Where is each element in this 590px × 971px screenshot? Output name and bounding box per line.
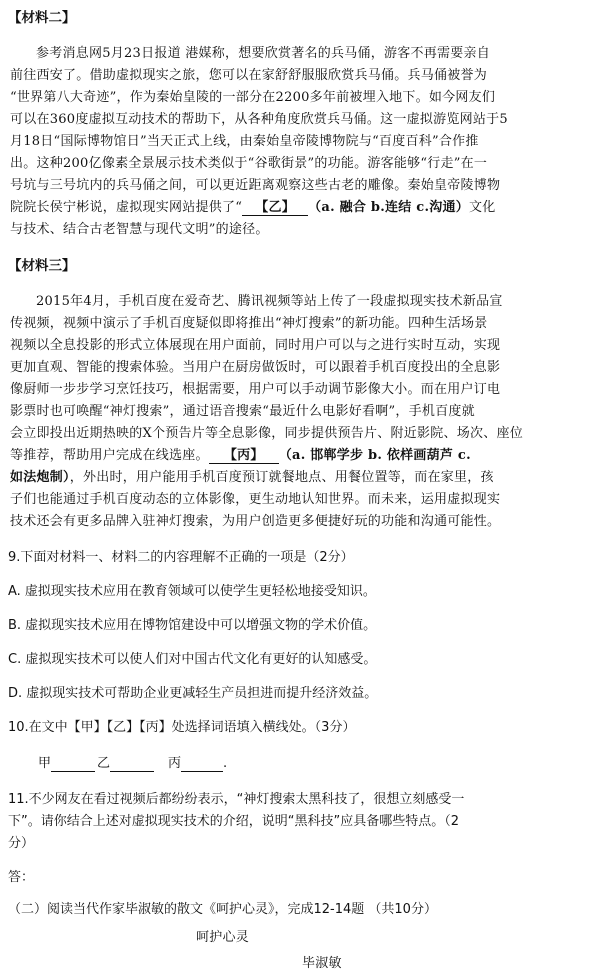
paragraph-line xyxy=(10,196,496,216)
paragraph-line: 出。这种200亿像素全景展示技术类似于“谷歌街景”的功能。游客能够“行走”在一 xyxy=(10,156,488,171)
paragraph-line: 月18日“国际博物馆日”当天正式上线，由秦始皇帝陵博物院与“百度百科”合作推 xyxy=(10,134,479,149)
label-yi: 乙 xyxy=(97,756,111,771)
question-9-option-b: B. 虚拟现实技术应用在博物馆建设中可以增强文物的学术价值。 xyxy=(8,618,377,633)
question-10-answer-blanks xyxy=(38,752,227,772)
blank-yi-line[interactable] xyxy=(110,757,154,772)
paragraph-line xyxy=(10,466,494,485)
paragraph-line: 影票时也可唤醒“神灯搜索”，通过语音搜索“最近什么电影好看啊”，手机百度就 xyxy=(10,404,475,419)
paragraph-line: 子们也能通过手机百度动态的立体影像，更生动地认知世界。而未来，运用虚拟现实 xyxy=(10,492,501,507)
choice-options: （a. 邯郸学步 b. 依样画葫芦 c. xyxy=(278,448,471,463)
paragraph-line xyxy=(10,444,471,464)
paragraph-line: 前往西安了。借助虚拟现实之旅，您可以在家舒舒服服欣赏兵马俑。兵马俑被誉为 xyxy=(10,68,488,83)
question-9-option-d: D. 虚拟现实技术可帮助企业更减轻生产员担进而提升经济效益。 xyxy=(8,686,378,701)
paragraph-line: 会立即投出近期热映的X个预告片等全息影像，同步提供预告片、附近影院、场次、座位 xyxy=(10,426,524,441)
question-9-option-c: C. 虚拟现实技术可以使人们对中国古代文化有更好的认知感受。 xyxy=(8,652,377,667)
line-text: 文化 xyxy=(469,200,496,215)
essay-author: 毕淑敏 xyxy=(302,956,342,971)
period: . xyxy=(223,756,228,771)
line-text: ，外出时，用户能用手机百度预订就餐地点、用餐位置等，而在家里，孩 xyxy=(69,470,494,485)
answer-label: 答： xyxy=(8,870,35,885)
choice-options: 如法炮制） xyxy=(10,470,70,485)
blank-bing: 【丙】 xyxy=(209,449,279,464)
paragraph-line: 像厨师一步步学习烹饪技巧，根据需要，用户可以手动调节影像大小。而在用户订电 xyxy=(10,382,501,397)
line-text: 院院长侯宁彬说，虚拟现实网站提供了“ xyxy=(10,200,243,215)
paragraph-line: 可以在360度虚拟互动技术的帮助下，从各种角度欣赏兵马俑。这一虚拟游览网站于5 xyxy=(10,112,508,127)
paragraph-line: “世界第八大奇迹”，作为秦始皇陵的一部分在2200多年前被埋入地下。如今网友们 xyxy=(10,90,496,105)
question-9-option-a: A. 虚拟现实技术应用在教育领域可以使学生更轻松地接受知识。 xyxy=(8,584,376,599)
paragraph-line: 2015年4月，手机百度在爱奇艺、腾讯视频等站上传了一段虚拟现实技术新品宣 xyxy=(36,294,503,309)
question-11-line: 下”。请你结合上述对虚拟现实技术的介绍，说明“黑科技”应具备哪些特点。（2 xyxy=(8,814,459,829)
paragraph-line: 传视频，视频中演示了手机百度疑似即将推出“神灯搜索”的新功能。四种生活场景 xyxy=(10,316,488,331)
paragraph-line: 更加直观、智能的搜索体验。当用户在厨房做饭时，可以跟着手机百度投出的全息影 xyxy=(10,360,501,375)
essay-title: 呵护心灵 xyxy=(196,930,250,945)
line-text: 等推荐，帮助用户完成在线选座。 xyxy=(10,448,209,463)
paragraph-line: 技术还会有更多品牌入驻神灯搜索，为用户创造更多便捷好玩的功能和沟通可能性。 xyxy=(10,514,501,529)
blank-yi: 【乙】 xyxy=(242,201,308,216)
question-11-line: 分） xyxy=(8,836,35,851)
blank-jia-line[interactable] xyxy=(51,757,95,772)
material-three-heading: 【材料三】 xyxy=(8,258,76,274)
paragraph-line: 号坑与三号坑内的兵马俑之间，可以更近距离观察这些古老的雕像。秦始皇帝陵博物 xyxy=(10,178,501,193)
label-bing: 丙 xyxy=(168,756,182,771)
paragraph-line: 参考消息网5月23日报道 港媒称，想要欣赏著名的兵马俑，游客不再需要亲自 xyxy=(36,46,490,61)
paragraph-line: 与技术、结合古老智慧与现代文明”的途径。 xyxy=(10,222,269,237)
material-two-heading: 【材料二】 xyxy=(8,10,76,26)
question-10-stem: 10.在文中【甲】【乙】【丙】处选择词语填入横线处。（3分） xyxy=(8,720,356,735)
section-two-intro: （二）阅读当代作家毕淑敏的散文《呵护心灵》，完成12-14题 （共10分） xyxy=(8,902,437,917)
choice-options: （a. 融合 b.连结 c.沟通） xyxy=(308,200,469,215)
label-jia: 甲 xyxy=(38,756,52,771)
question-9-stem: 9.下面对材料一、材料二的内容理解不正确的一项是（2分） xyxy=(8,550,354,565)
question-11-line: 11.不少网友在看过视频后都纷纷表示，“神灯搜索太黑科技了，很想立刻感受一 xyxy=(8,792,465,807)
blank-bing-line[interactable] xyxy=(181,757,223,772)
paragraph-line: 视频以全息投影的形式立体展现在用户面前，同时用户可以与之进行实时互动，实现 xyxy=(10,338,501,353)
